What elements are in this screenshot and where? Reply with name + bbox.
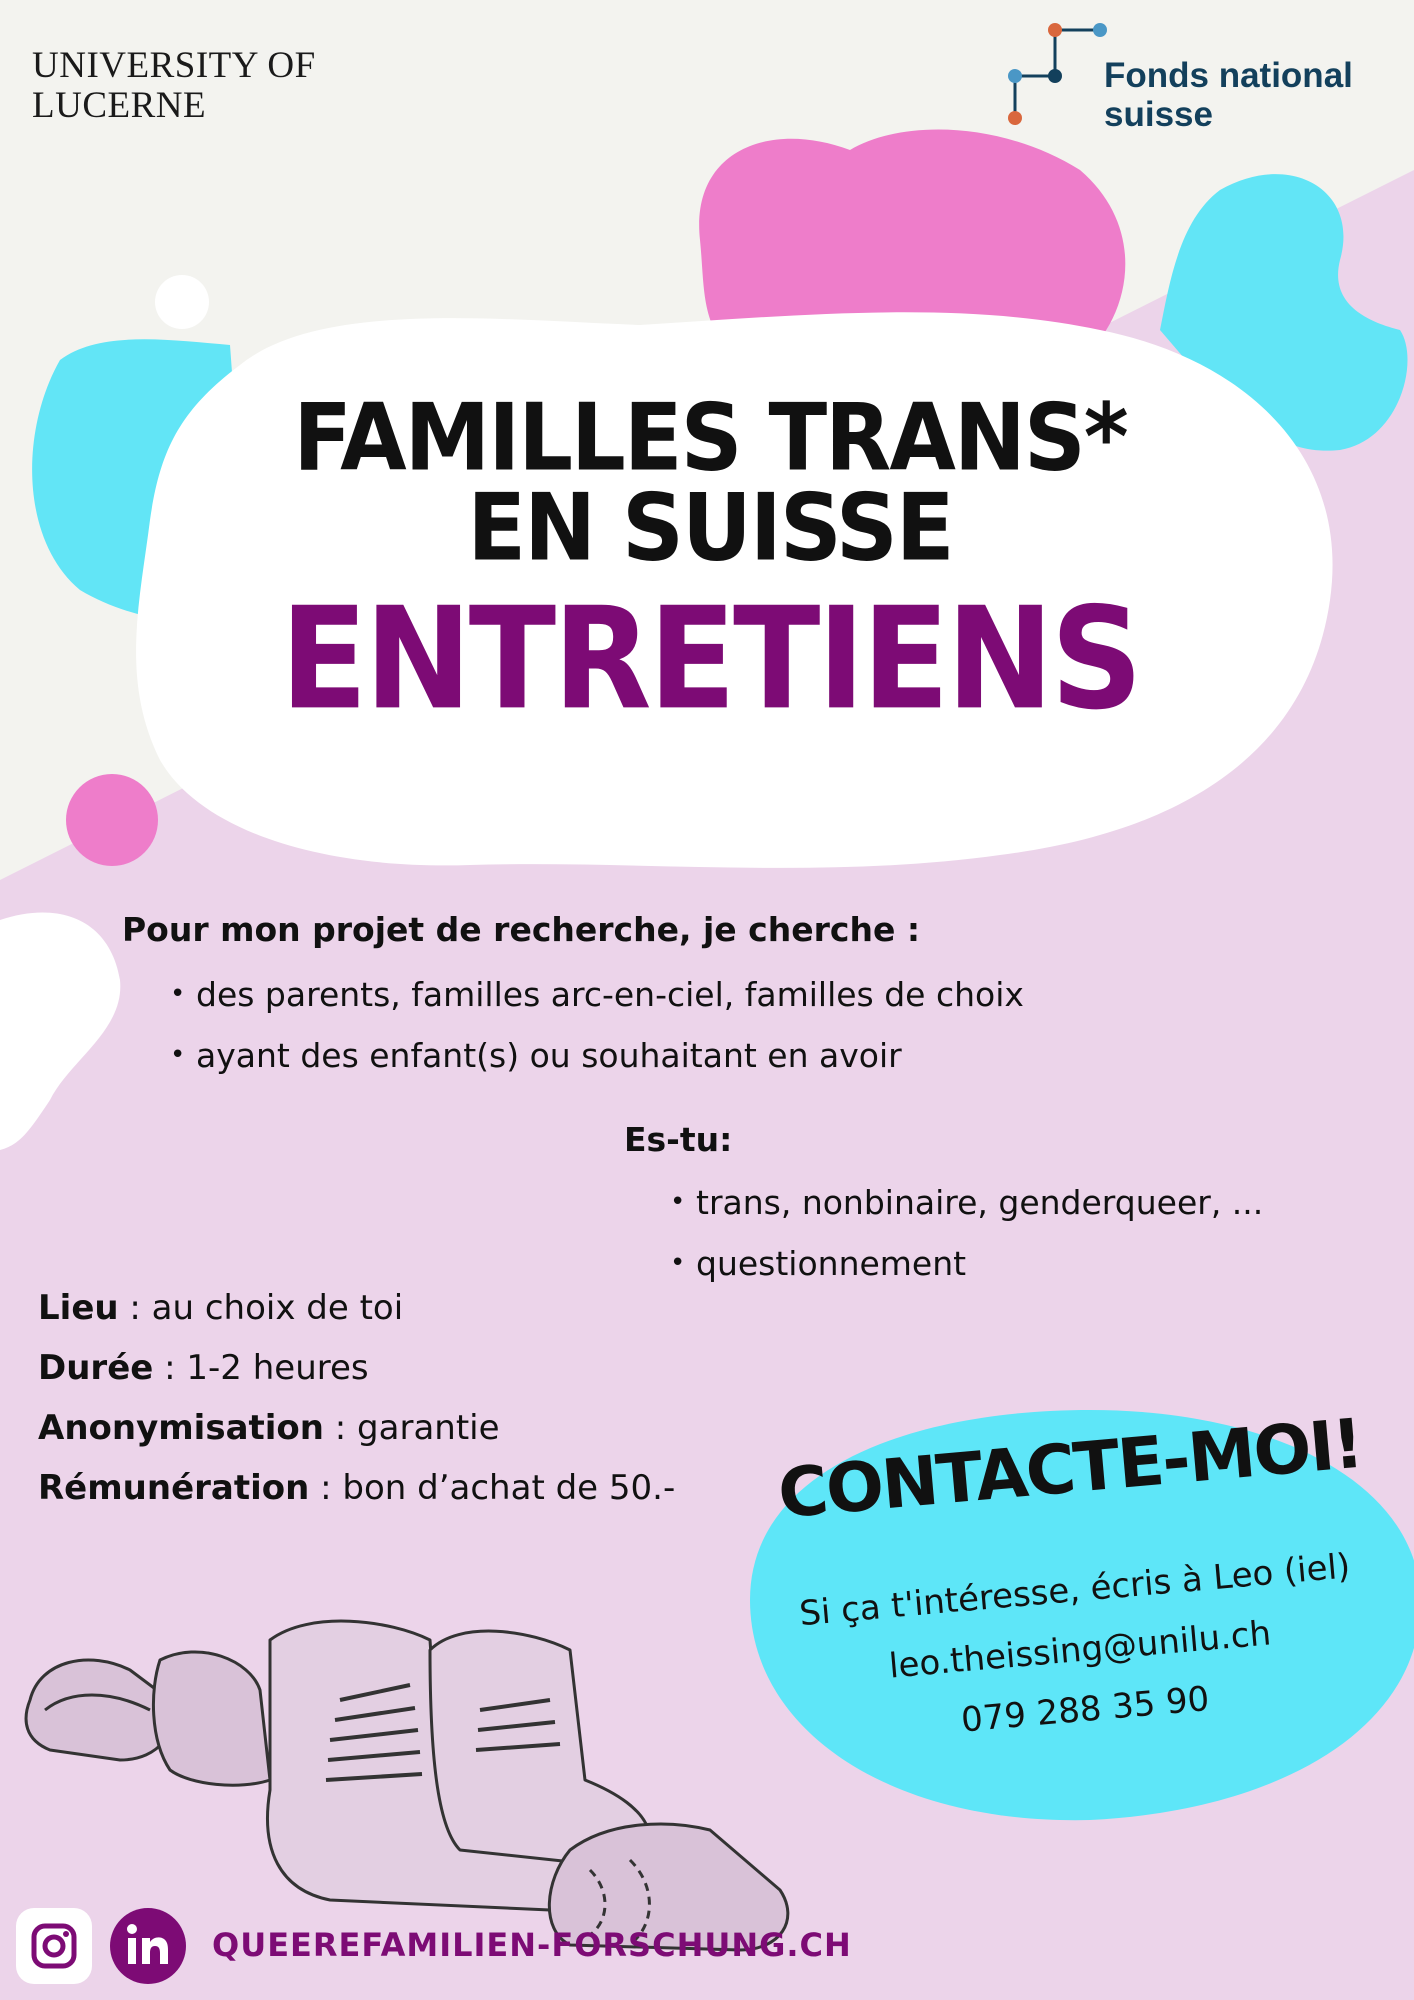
detail-row-anonymisation <box>38 1398 675 1458</box>
snf-line1: Fonds national <box>1104 56 1353 95</box>
linkedin-button[interactable] <box>110 1908 186 1984</box>
contact-line-intro: Si ça t'intéresse, écris à Leo (iel) <box>797 1546 1352 1635</box>
university-name-line2: LUCERNE <box>32 85 207 126</box>
website-link[interactable]: QUEEREFAMILIEN-FORSCHUNG.CH <box>212 1926 852 1964</box>
snf-line2: suisse <box>1104 95 1213 134</box>
detail-value: : bon d’achat de 50.- <box>309 1468 676 1508</box>
estu-item: • trans, nonbinaire, genderqueer, ... <box>666 1172 1263 1233</box>
detail-row-lieu <box>38 1278 675 1338</box>
search-intro: Pour mon projet de recherche, je cherche : <box>122 910 921 949</box>
detail-value: : au choix de toi <box>118 1288 404 1328</box>
search-list <box>166 964 1024 1086</box>
contact-heading: CONTACTE-MOI! <box>775 1404 1365 1535</box>
title-entretiens: ENTRETIENS <box>280 577 1140 742</box>
detail-row-remuneration <box>38 1458 675 1518</box>
estu-item: • questionnement <box>666 1233 1263 1294</box>
instagram-icon <box>16 1908 92 1984</box>
detail-label: Anonymisation <box>38 1408 324 1448</box>
detail-value: : garantie <box>323 1408 500 1448</box>
linkedin-icon <box>110 1908 186 1984</box>
search-item: • ayant des enfant(s) ou souhaitant en avoir <box>166 1025 1024 1086</box>
contact-phone[interactable]: 079 288 35 90 <box>959 1679 1211 1741</box>
university-name-line1: UNIVERSITY OF <box>32 45 316 86</box>
snf-network-icon <box>1000 20 1110 130</box>
university-logo <box>32 46 316 126</box>
detail-label: Durée <box>38 1348 154 1388</box>
study-details <box>38 1278 675 1518</box>
detail-value: : 1-2 heures <box>153 1348 369 1388</box>
search-item: • des parents, familles arc-en-ciel, familles de choix <box>166 964 1024 1025</box>
title-line2: EN SUISSE <box>467 474 953 582</box>
detail-label: Lieu <box>38 1288 119 1328</box>
estu-list <box>666 1172 1263 1294</box>
detail-row-duree <box>38 1338 675 1398</box>
snf-logo-text <box>1104 56 1353 134</box>
title-line1: FAMILLES TRANS* <box>293 384 1127 492</box>
pink-dot <box>66 774 158 866</box>
estu-heading: Es-tu: <box>624 1120 733 1159</box>
detail-label: Rémunération <box>38 1468 310 1508</box>
instagram-button[interactable] <box>16 1908 92 1984</box>
white-dot <box>155 275 209 329</box>
contact-email[interactable]: leo.theissing@unilu.ch <box>887 1613 1273 1687</box>
